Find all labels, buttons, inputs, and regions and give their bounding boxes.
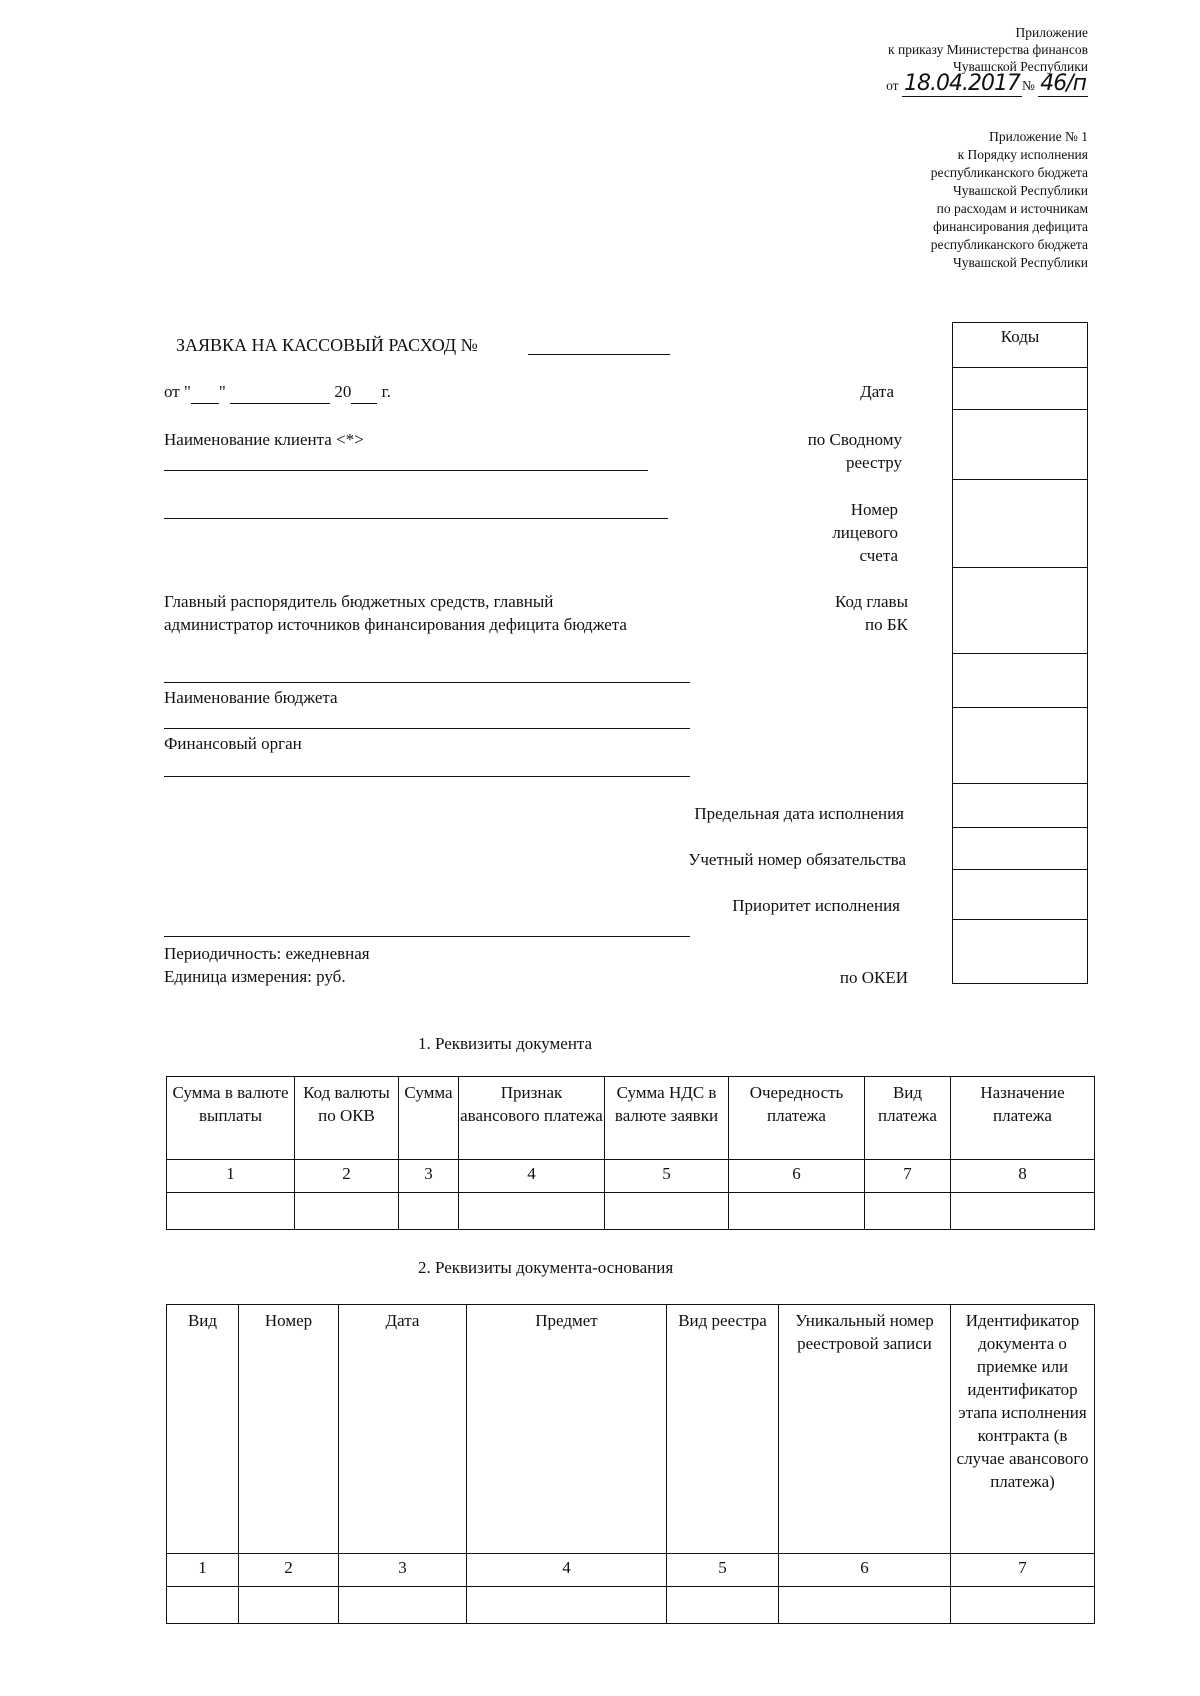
- codes-chapter-label: Код главы по БК: [835, 592, 908, 634]
- date-day-blank: [191, 380, 219, 404]
- table-cell: [295, 1193, 399, 1230]
- header-cell: Вид платежа: [865, 1077, 951, 1160]
- header-cell: Предмет: [467, 1305, 667, 1554]
- document-requisites-table: [166, 1076, 1095, 1230]
- appendix-line-1: Приложение: [1015, 25, 1088, 40]
- column-number: 3: [339, 1554, 467, 1587]
- column-number: 1: [167, 1160, 295, 1193]
- appendix-order-date: [886, 71, 1088, 96]
- column-number: 8: [951, 1160, 1095, 1193]
- finance-body-label: Финансовый орган: [164, 734, 302, 753]
- table-row: [167, 1587, 1095, 1624]
- header-cell: Код валюты по ОКВ: [295, 1077, 399, 1160]
- header-cell: Уникальный номер реестровой записи: [779, 1305, 951, 1554]
- codes-priority-label: Приоритет исполнения: [732, 896, 900, 915]
- handwritten-date: 18.04.2017: [903, 71, 1020, 96]
- header-cell: Вид реестра: [667, 1305, 779, 1554]
- codes-divider: [953, 567, 1087, 568]
- date-month-blank: [230, 380, 330, 404]
- table-cell: [729, 1193, 865, 1230]
- date-from-label: от: [164, 382, 180, 401]
- date-quote-close: ": [218, 382, 226, 401]
- column-number: 4: [467, 1554, 667, 1587]
- date-year-blank: [351, 380, 377, 404]
- table-cell: [605, 1193, 729, 1230]
- section-2-title: 2. Реквизиты документа-основания: [418, 1258, 674, 1277]
- column-number: 2: [295, 1160, 399, 1193]
- header-cell: Признак авансового платежа: [459, 1077, 605, 1160]
- column-number: 7: [951, 1554, 1095, 1587]
- finance-body-line: [164, 776, 690, 777]
- date-quote-open: ": [183, 382, 191, 401]
- periodicity-label: Периодичность: ежедневная: [164, 944, 370, 963]
- header-cell: Дата: [339, 1305, 467, 1554]
- codes-column: [952, 322, 1088, 984]
- column-number: 2: [239, 1554, 339, 1587]
- codes-divider: [953, 869, 1087, 870]
- table-cell: [399, 1193, 459, 1230]
- chief-manager-line: [164, 682, 690, 683]
- codes-registry-label: по Сводному реестру: [807, 430, 902, 472]
- codes-divider: [953, 827, 1087, 828]
- column-number-row: [167, 1554, 1095, 1587]
- handwritten-number: 46/п: [1040, 71, 1086, 96]
- date-year-prefix: 20: [334, 382, 352, 401]
- priority-line: [164, 936, 690, 937]
- from-label: от: [886, 78, 899, 93]
- appendix-line-2: к приказу Министерства финансов: [888, 42, 1088, 57]
- codes-divider: [953, 653, 1087, 654]
- codes-divider: [953, 919, 1087, 920]
- header-cell: Номер: [239, 1305, 339, 1554]
- table-cell: [167, 1587, 239, 1624]
- chief-manager-label: Главный распорядитель бюджетных средств, главный администратор источников финансирования дефицита бюджета: [164, 592, 627, 634]
- table-header-row: [167, 1305, 1095, 1554]
- table-cell: [951, 1587, 1095, 1624]
- codes-divider: [953, 409, 1087, 410]
- form-number-line: [528, 354, 670, 355]
- codes-obligation-label: Учетный номер обязательства: [688, 850, 906, 869]
- header-cell: Идентификатор документа о приемке или идентификатор этапа исполнения контракта (в случае авансового платежа): [951, 1305, 1095, 1554]
- table-row: [167, 1193, 1095, 1230]
- header-cell: Вид: [167, 1305, 239, 1554]
- appendix-line-3: Чувашской Республики: [952, 59, 1088, 74]
- table-cell: [951, 1193, 1095, 1230]
- header-cell: Назначение платежа: [951, 1077, 1095, 1160]
- header-cell: Сумма НДС в валюте заявки: [605, 1077, 729, 1160]
- column-number: 4: [459, 1160, 605, 1193]
- codes-deadline-label: Предельная дата исполнения: [694, 804, 904, 823]
- header-cell: Очередность платежа: [729, 1077, 865, 1160]
- table-cell: [239, 1587, 339, 1624]
- client-name-line-1: [164, 470, 648, 471]
- budget-name-line: [164, 728, 690, 729]
- table-cell: [459, 1193, 605, 1230]
- column-number: 5: [667, 1554, 779, 1587]
- table-cell: [865, 1193, 951, 1230]
- appendix-header: [886, 24, 1088, 94]
- codes-divider: [953, 479, 1087, 480]
- column-number-row: [167, 1160, 1095, 1193]
- column-number: 6: [779, 1554, 951, 1587]
- table-cell: [779, 1587, 951, 1624]
- unit-label: Единица измерения: руб.: [164, 967, 346, 986]
- codes-divider: [953, 707, 1087, 708]
- table-cell: [667, 1587, 779, 1624]
- column-number: 3: [399, 1160, 459, 1193]
- column-number: 1: [167, 1554, 239, 1587]
- client-name-line-2: [164, 518, 668, 519]
- form-date-row: [164, 380, 391, 404]
- header-cell: Сумма: [399, 1077, 459, 1160]
- codes-account-label: Номер лицевого счета: [832, 500, 898, 565]
- column-number: 5: [605, 1160, 729, 1193]
- table-cell: [339, 1587, 467, 1624]
- form-title-text: ЗАЯВКА НА КАССОВЫЙ РАСХОД №: [176, 335, 478, 355]
- table-cell: [467, 1587, 667, 1624]
- column-number: 7: [865, 1160, 951, 1193]
- codes-divider: [953, 783, 1087, 784]
- header-cell: Сумма в валюте выплаты: [167, 1077, 295, 1160]
- column-number: 6: [729, 1160, 865, 1193]
- number-sign: №: [1021, 78, 1035, 93]
- basis-document-table: [166, 1304, 1095, 1624]
- codes-title: Коды: [1000, 327, 1040, 346]
- appendix-procedure-header: Приложение № 1 к Порядку исполнения республиканского бюджета Чувашской Республики по расходам и источникам финансирования дефицита республиканского бюджета Чувашской Республики: [930, 129, 1088, 270]
- table-header-row: [167, 1077, 1095, 1160]
- client-name-label: Наименование клиента <*>: [164, 430, 364, 449]
- date-year-suffix: г.: [381, 382, 391, 401]
- section-1-title: 1. Реквизиты документа: [418, 1034, 593, 1053]
- table-cell: [167, 1193, 295, 1230]
- codes-okei-label: по ОКЕИ: [839, 968, 908, 987]
- budget-name-label: Наименование бюджета: [164, 688, 338, 707]
- form-title: [176, 334, 478, 357]
- codes-date-label: Дата: [860, 382, 894, 401]
- codes-divider: [953, 367, 1087, 368]
